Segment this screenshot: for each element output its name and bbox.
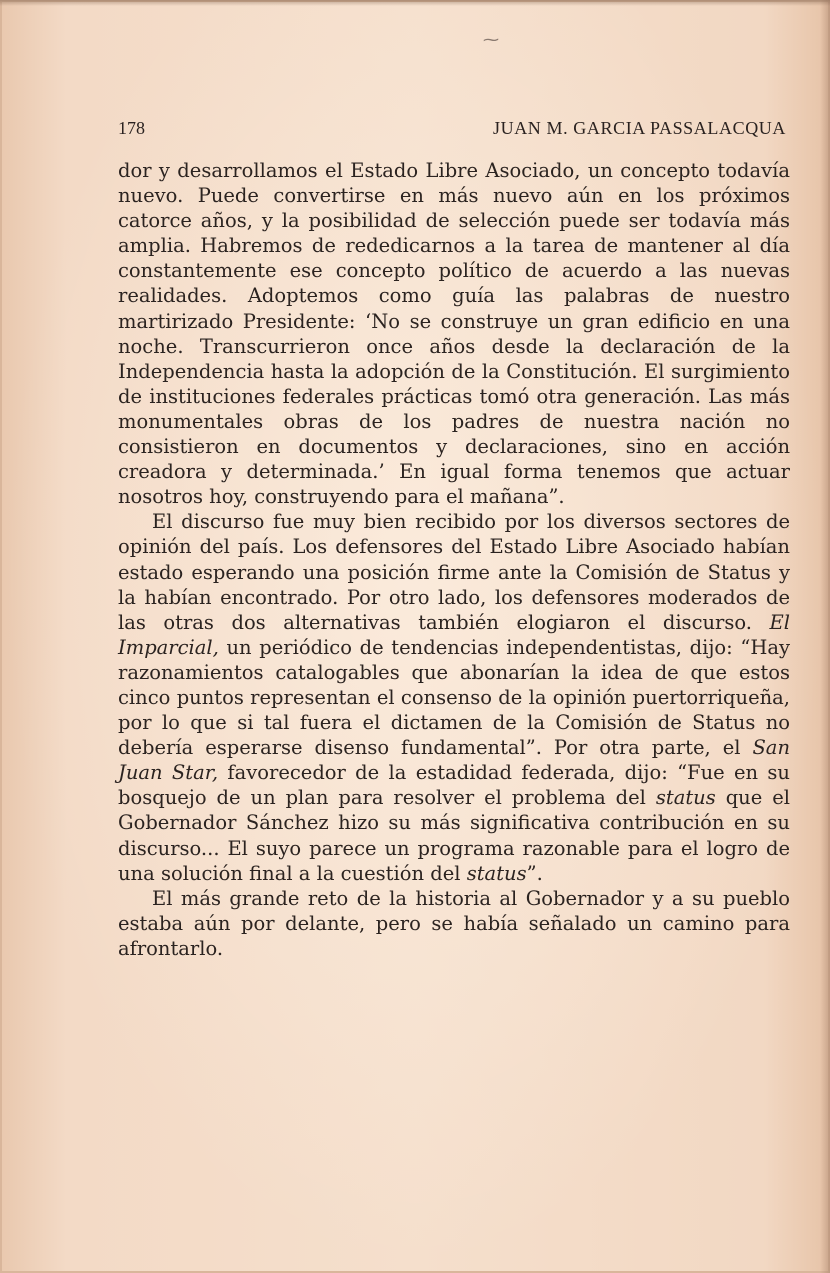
running-title: JUAN M. GARCIA PASSALACQUA xyxy=(493,118,786,138)
paragraph-discurso xyxy=(118,509,790,885)
paragraph-continuation xyxy=(118,158,790,509)
text-segment: dor y desarrollamos el Estado Libre Asociado, un concepto todavía nuevo. Puede convertirse en más nuevo aún en los próximos catorce años, y la posibilidad de selección puede ser todavía más amplia. Habremos de rededicarnos a la tarea de mantener al día constantemente ese concepto político de acuerdo a las nuevas realidades. Adoptemos como guía las palabras de nuestro martirizado Presidente: ‘No se construye un gran edificio en una noche. Transcurrieron once años desde la declaración de la Independencia hasta la adopción de la Constitución. El surgimiento de instituciones federales prácticas tomó otra generación. Las más monumentales obras de los padres de nuestra nación no consistieron en documentos y declaraciones, sino en acción creadora y determinada.’ En igual forma tenemos que actuar nosotros hoy, construyendo para el mañana”. xyxy=(118,159,790,509)
text-segment: El más grande reto de la historia al Gobernador y a su pueblo estaba aún por delante, pero se había señalado un camino para afrontarlo. xyxy=(118,886,790,960)
body-text xyxy=(118,158,790,961)
ink-mark-icon: ⁓ xyxy=(483,30,499,49)
italic-title: status xyxy=(655,786,716,810)
page-right-edge xyxy=(820,0,830,1273)
text-segment: favorecedor de la estadidad federada, dijo: “Fue en su bosquejo de un plan para resolver el problema del xyxy=(118,761,790,810)
text-segment: ”. xyxy=(526,861,543,885)
text-segment: un periódico de tendencias independentistas, dijo: “Hay razonamientos catalogables que abonarían la idea de que estos cinco puntos representan el consenso de la opinión puertorriqueña, por lo que si tal fuera el dictamen de la Comisión de Status no debería esperarse disenso fundamental”. Por otra parte, el xyxy=(118,635,790,760)
italic-title: San Juan Star, xyxy=(118,736,790,785)
paragraph-closing xyxy=(118,886,790,961)
italic-title: El Imparcial, xyxy=(118,610,790,659)
text-segment: El discurso fue muy bien recibido por los diversos sectores de opinión del país. Los defensores del Estado Libre Asociado habían estado esperando una posición firme ante la Comisión de Status y la habían encontrado. Por otro lado, los defensores moderados de las otras dos alternativas también elogiaron el discurso. xyxy=(118,510,790,634)
text-segment: que el Gobernador Sánchez hizo su más significativa contribución en su discurso... El suyo parece un programa razonable para el logro de una solución final a la cuestión del xyxy=(118,786,790,885)
page-number: 178 xyxy=(118,118,145,138)
italic-title: status xyxy=(466,861,527,885)
running-header xyxy=(118,118,786,142)
page-top-edge xyxy=(0,0,830,6)
